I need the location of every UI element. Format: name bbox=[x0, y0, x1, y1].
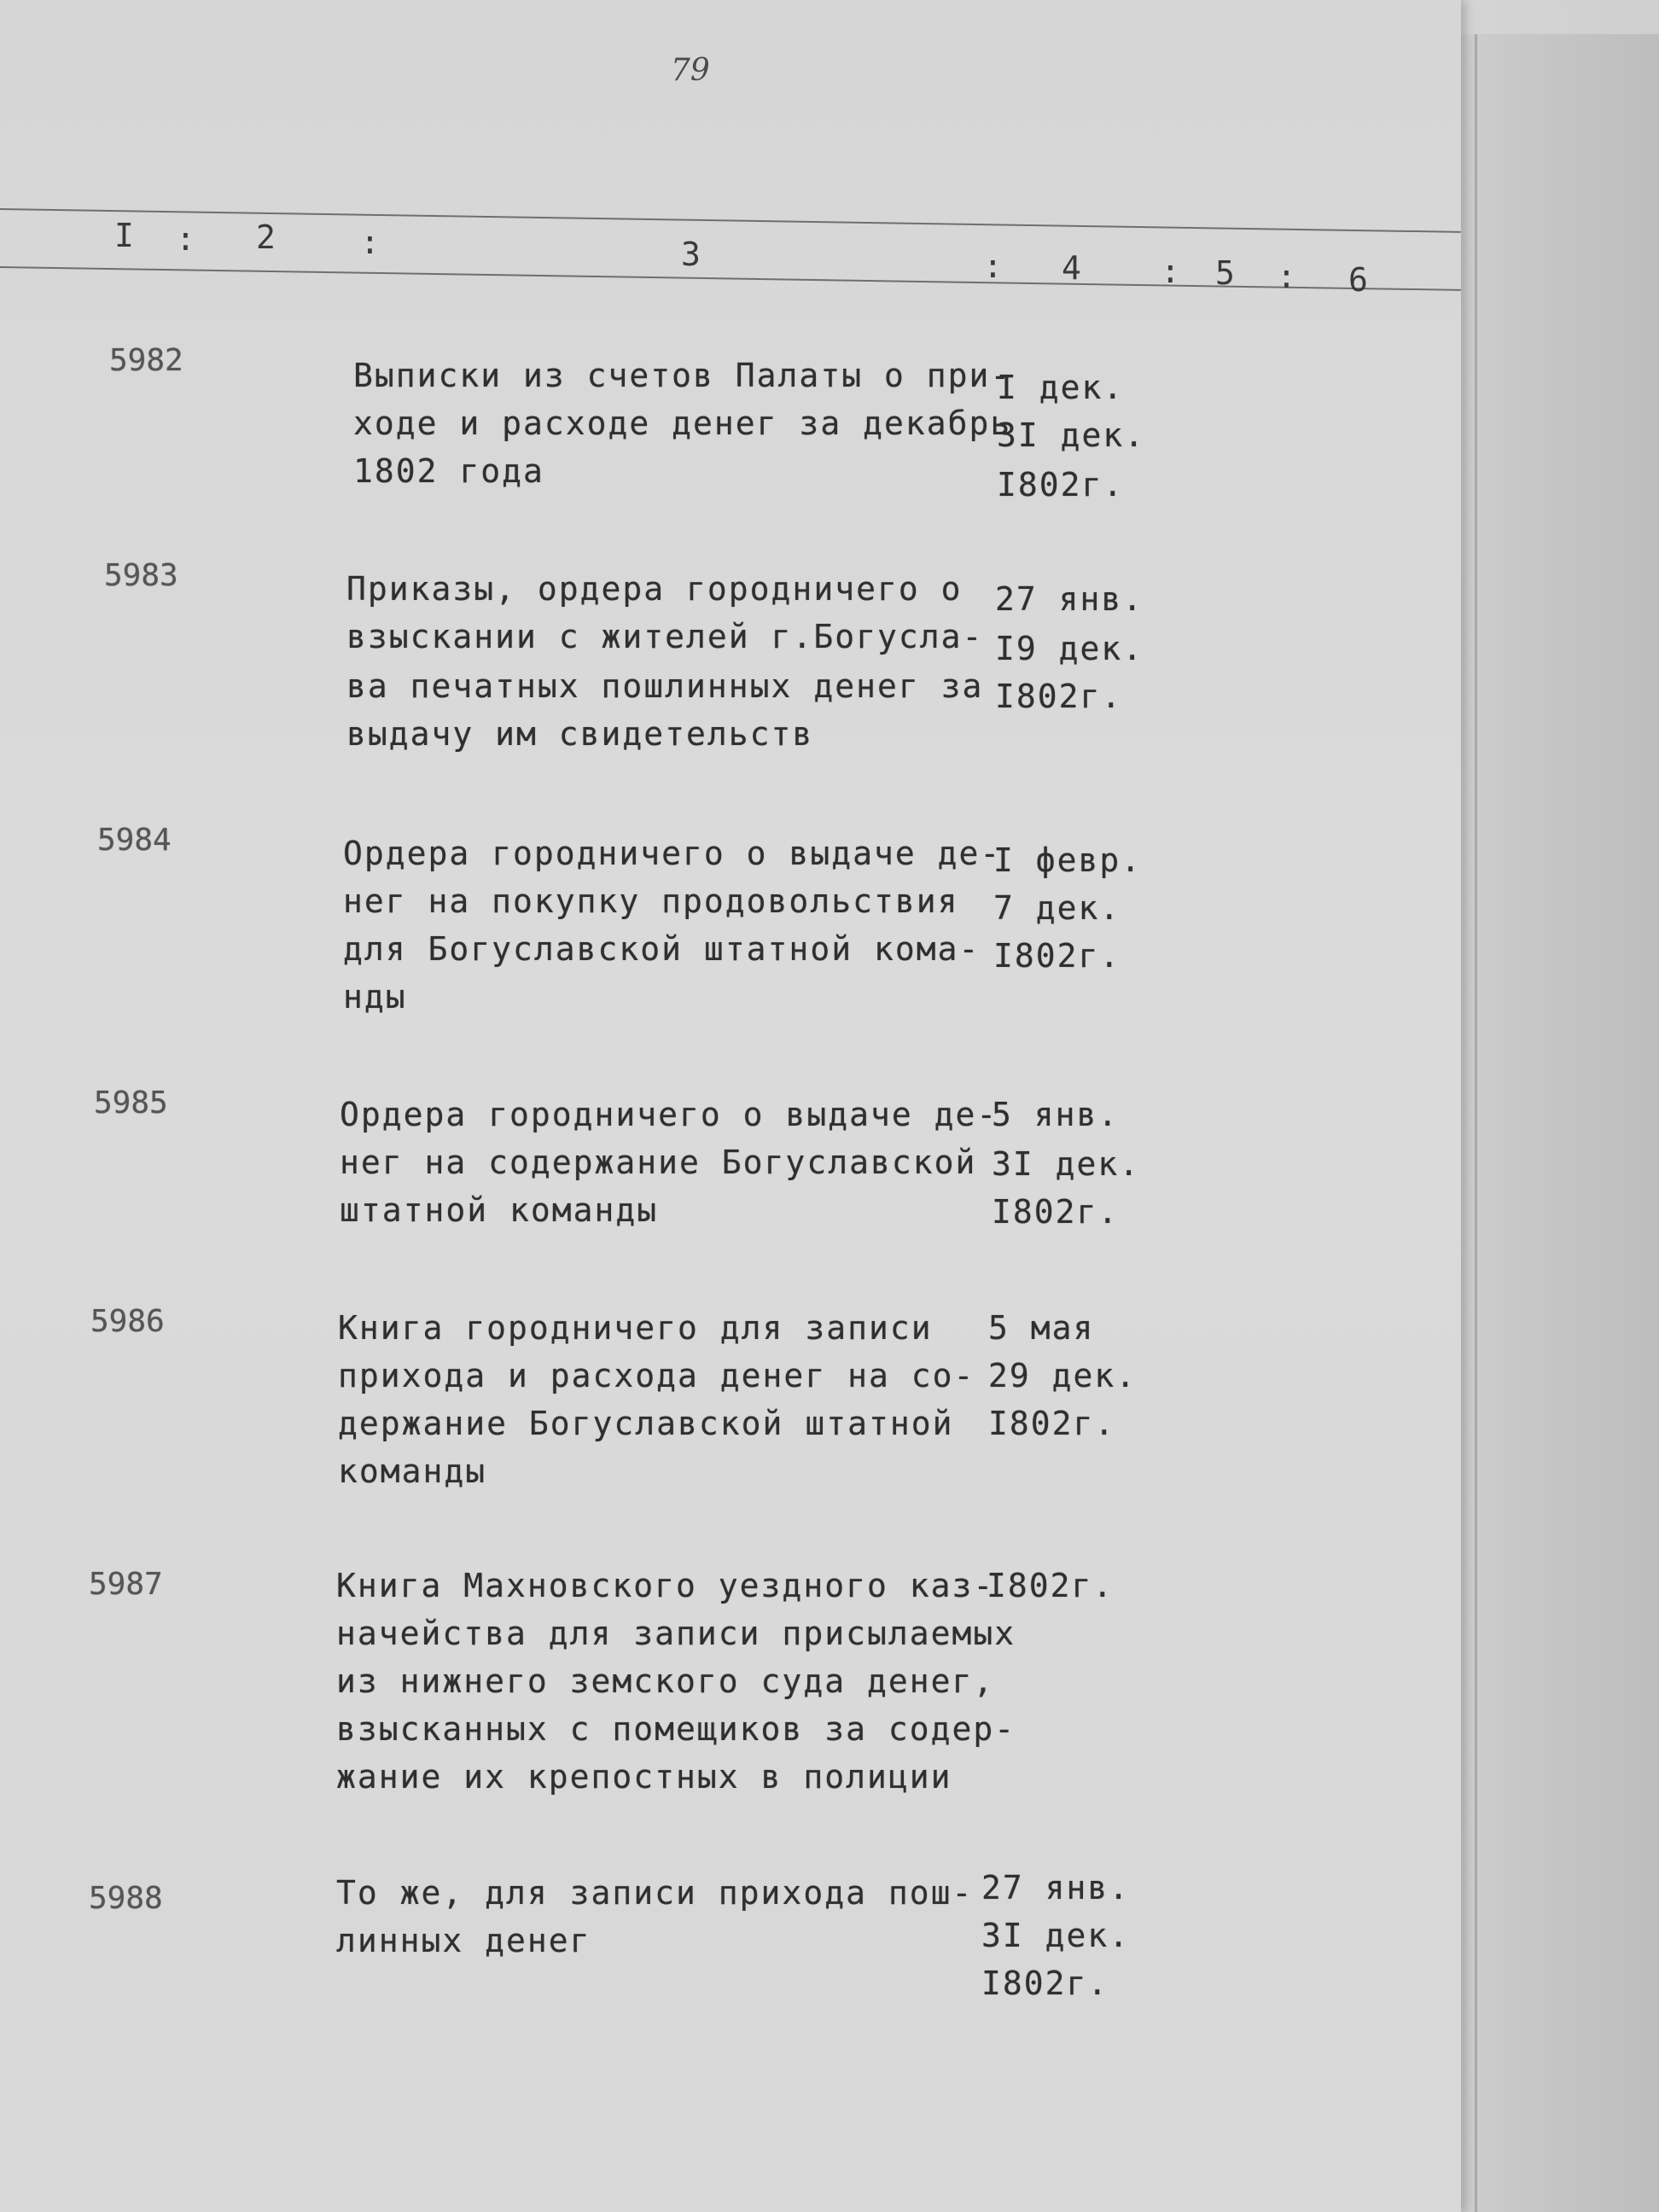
entry-description-line: То же, для записи прихода пош- bbox=[336, 1874, 974, 1912]
entry-number: 5985 bbox=[94, 1086, 168, 1121]
entry-date-line: 27 янв. bbox=[995, 580, 1144, 618]
entry-description-line: нег на покупку продовольствия bbox=[343, 882, 959, 920]
column-4-heading: 4 bbox=[1062, 249, 1081, 287]
header-top-rule bbox=[0, 208, 1461, 233]
entry-date-line: I802г. bbox=[997, 466, 1125, 504]
entry-description-line: нег на содержание Богуславской bbox=[340, 1144, 977, 1181]
entry-date-line: 5 янв. bbox=[992, 1096, 1120, 1133]
entry-number: 5987 bbox=[89, 1567, 163, 1602]
entry-date-line: I февр. bbox=[993, 841, 1143, 879]
entry-description-line: взыскании с жителей г.Богусла- bbox=[346, 618, 984, 655]
page-edge-line bbox=[1475, 34, 1477, 2212]
entry-date-line: 29 дек. bbox=[988, 1357, 1138, 1394]
entry-number: 5982 bbox=[109, 343, 183, 378]
entry-description-line: линных денег bbox=[336, 1922, 591, 1959]
entry-description-line: Ордера городничего о выдаче де- bbox=[343, 835, 1002, 872]
column-6-heading: 6 bbox=[1348, 261, 1368, 299]
entry-description-line: ва печатных пошлинных денег за bbox=[346, 667, 984, 705]
entry-description-line: нды bbox=[343, 978, 407, 1016]
entry-description-line: ходе и расходе денег за декабрь bbox=[353, 405, 1012, 442]
entry-description-line: Приказы, ордера городничего о bbox=[346, 570, 963, 608]
entry-date-line: I9 дек. bbox=[995, 630, 1144, 667]
entry-description-line: Ордера городничего о выдаче де- bbox=[340, 1096, 998, 1133]
entry-date-line: I802г. bbox=[987, 1567, 1115, 1604]
entry-description-line: Книга городничего для записи bbox=[338, 1309, 933, 1347]
entry-description-line: штатной команды bbox=[340, 1191, 659, 1229]
column-separator: : bbox=[1161, 253, 1180, 290]
column-3-heading: 3 bbox=[681, 236, 701, 273]
column-separator: : bbox=[983, 247, 1003, 285]
entry-description-line: для Богуславской штатной кома- bbox=[343, 930, 981, 968]
column-5-heading: 5 bbox=[1215, 254, 1235, 292]
entry-number: 5984 bbox=[97, 823, 172, 858]
entry-number: 5988 bbox=[89, 1881, 163, 1916]
entry-date-line: 3I дек. bbox=[981, 1917, 1131, 1954]
entry-description-line: прихода и расхода денег на со- bbox=[338, 1357, 975, 1394]
entry-description-line: начейства для записи присылаемых bbox=[336, 1615, 1016, 1652]
entry-description-line: Выписки из счетов Палаты о при- bbox=[353, 357, 1012, 394]
entry-number: 5983 bbox=[104, 558, 178, 593]
entry-description-line: держание Богуславской штатной bbox=[338, 1405, 954, 1442]
entry-date-line: I802г. bbox=[992, 1193, 1120, 1231]
entry-description-line: жание их крепостных в полиции bbox=[336, 1758, 952, 1796]
entry-description-line: из нижнего земского суда денег, bbox=[336, 1662, 995, 1700]
underlying-page-edge bbox=[1451, 34, 1659, 2212]
entry-description-line: взысканных с помещиков за содер- bbox=[336, 1710, 1016, 1748]
entry-date-line: 27 янв. bbox=[981, 1869, 1131, 1906]
entry-description-line: выдачу им свидетельств bbox=[346, 715, 814, 753]
header-bottom-rule bbox=[0, 266, 1461, 291]
column-separator: : bbox=[1277, 258, 1296, 295]
entry-description-line: 1802 года bbox=[353, 452, 544, 490]
column-separator: : bbox=[176, 220, 195, 258]
entry-date-line: 3I дек. bbox=[997, 416, 1146, 454]
entry-date-line: 5 мая bbox=[988, 1309, 1095, 1347]
column-1-heading: I bbox=[114, 217, 134, 254]
entry-date-line: 3I дек. bbox=[992, 1145, 1141, 1183]
entry-description-line: Книга Махновского уездного каз- bbox=[336, 1567, 995, 1604]
column-2-heading: 2 bbox=[256, 218, 276, 256]
entry-date-line: I802г. bbox=[981, 1965, 1109, 2002]
entry-date-line: 7 дек. bbox=[993, 889, 1121, 927]
entry-description-line: команды bbox=[338, 1452, 487, 1490]
entry-date-line: I802г. bbox=[988, 1405, 1116, 1442]
entry-date-line: I802г. bbox=[993, 937, 1121, 975]
entry-date-line: I802г. bbox=[995, 678, 1123, 715]
column-separator: : bbox=[360, 224, 380, 261]
page-number: 79 bbox=[671, 53, 710, 88]
entry-date-line: I дек. bbox=[997, 369, 1125, 406]
entry-number: 5986 bbox=[90, 1304, 165, 1339]
